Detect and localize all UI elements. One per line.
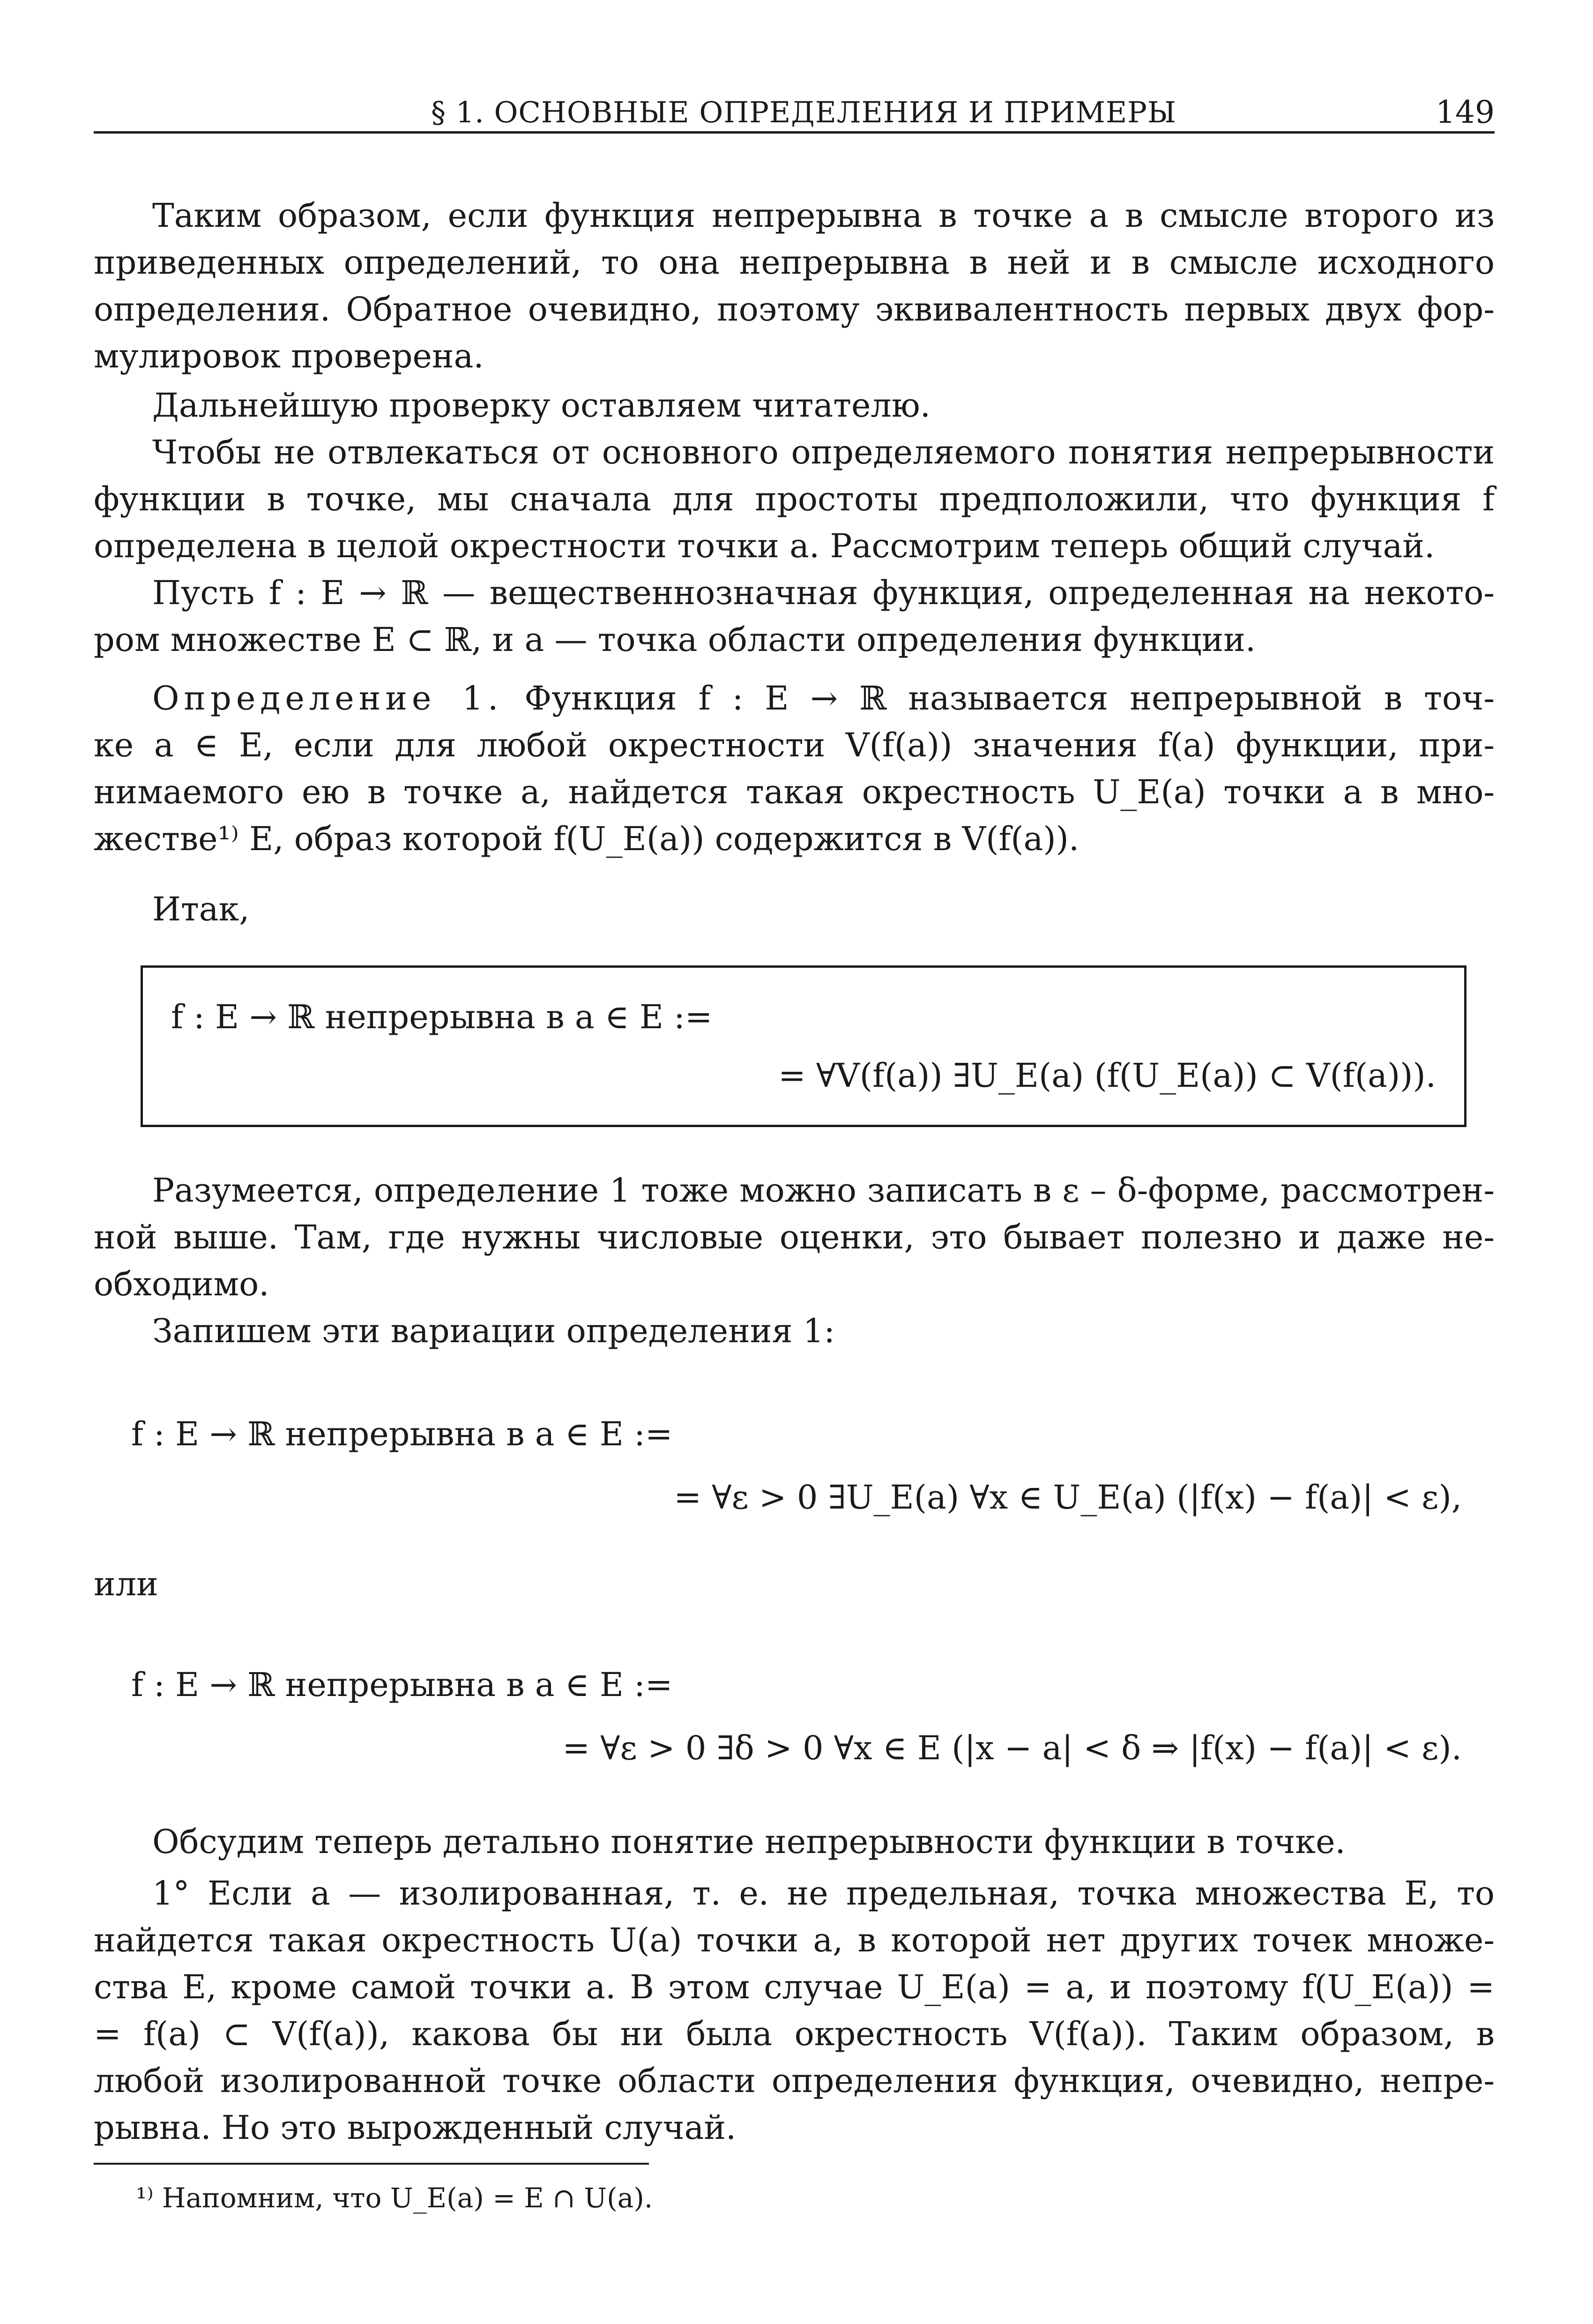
definition-first-line: [94, 675, 1495, 722]
text-line: Итак,: [152, 890, 250, 928]
text-line: приведенных определений, то она непрерывна в ней и в смысле исходного: [94, 243, 1495, 282]
text-line: 1° Если a — изолированная, т. е. не предельная, точка множества E, то: [152, 1874, 1495, 1913]
text-line: Таким образом, если функция непрерывна в точке a в смысле второго из: [152, 196, 1495, 235]
paragraph-7: [94, 1818, 1495, 1865]
text-line: ной выше. Там, где нужны числовые оценки, это бывает полезно и даже не-: [94, 1218, 1495, 1256]
section-title: § 1. ОСНОВНЫЕ ОПРЕДЕЛЕНИЯ И ПРИМЕРЫ: [431, 95, 1176, 129]
text-line: = f(a) ⊂ V(f(a)), какова бы ни была окрестность V(f(a)). Таким образом, в: [94, 2015, 1495, 2053]
running-header: [94, 80, 1495, 134]
formula-2-line-2: = ∀ε > 0 ∃U_E(a) ∀x ∈ U_E(a) (|f(x) − f(a)| < ε),: [674, 1478, 1462, 1517]
text-line: ке a ∈ E, если для любой окрестности V(f(a)) значения f(a) функции, при-: [94, 726, 1495, 764]
text-line: рывна. Но это вырожденный случай.: [94, 2108, 737, 2147]
text-line: определения. Обратное очевидно, поэтому эквивалентность первых двух фор-: [94, 290, 1495, 329]
text-line: любой изолированной точке области определения функция, очевидно, непре-: [94, 2062, 1495, 2100]
text-line: ром множестве E ⊂ ℝ, и a — точка области определения функции.: [94, 620, 1256, 659]
text-line: мулировок проверена.: [94, 337, 484, 375]
text-line: ства E, кроме самой точки a. В этом случае U_E(a) = a, и поэтому f(U_E(a)) =: [94, 1968, 1495, 2006]
formula-3-line-2: = ∀ε > 0 ∃δ > 0 ∀x ∈ E (|x − a| < δ ⇒ |f(x) − f(a)| < ε).: [562, 1729, 1462, 1767]
text-line: Чтобы не отвлекаться от основного определяемого понятия непрерывности: [152, 433, 1495, 471]
text-line: Функция f : E → ℝ называется непрерывной в точ-: [524, 679, 1495, 717]
footnote-rule: [94, 2163, 649, 2165]
text-line: жестве¹⁾ E, образ которой f(U_E(a)) содержится в V(f(a)).: [94, 820, 1079, 858]
text-line: Пусть f : E → ℝ — вещественнозначная функция, определенная на некото-: [152, 574, 1495, 612]
formula-line: = ∀V(f(a)) ∃U_E(a) (f(U_E(a)) ⊂ V(f(a))).: [778, 1056, 1436, 1095]
formula-line: f : E → ℝ непрерывна в a ∈ E :=: [171, 998, 713, 1036]
paragraph-3: [94, 429, 1495, 569]
paragraph-8: [94, 1870, 1495, 2151]
text-line: обходимо.: [94, 1265, 269, 1303]
definition-label: Определение 1.: [152, 679, 503, 717]
ili-word: или: [94, 1565, 158, 1603]
text-line: найдется такая окрестность U(a) точки a, в которой нет других точек множе-: [94, 1921, 1495, 1959]
paragraph-6: [94, 1308, 1495, 1354]
paragraph-2: [94, 382, 1495, 429]
text-line: функции в точке, мы сначала для простоты предположили, что функция f: [94, 480, 1495, 518]
text-line: Обсудим теперь детально понятие непрерывности функции в точке.: [152, 1823, 1346, 1861]
boxed-definition-formula: [141, 965, 1466, 1127]
paragraph-1: [94, 192, 1495, 380]
itak-line: [94, 886, 1495, 933]
text-line: Дальнейшую проверку оставляем читателю.: [152, 386, 931, 425]
page-number: 149: [1436, 94, 1495, 130]
paragraph-5: [94, 1167, 1495, 1308]
formula-3-line-1: f : E → ℝ непрерывна в a ∈ E :=: [131, 1666, 673, 1704]
definition-1: [94, 675, 1495, 862]
paragraph-4: [94, 569, 1495, 663]
text-line: Запишем эти вариации определения 1:: [152, 1312, 835, 1350]
formula-2-line-1: f : E → ℝ непрерывна в a ∈ E :=: [131, 1415, 673, 1453]
text-line: нимаемого ею в точке a, найдется такая окрестность U_E(a) точки a в мно-: [94, 773, 1495, 811]
text-line: Разумеется, определение 1 тоже можно записать в ε – δ-форме, рассмотрен-: [152, 1171, 1495, 1210]
footnote: ¹⁾ Напомним, что U_E(a) = E ∩ U(a).: [136, 2182, 653, 2214]
text-line: определена в целой окрестности точки a. Рассмотрим теперь общий случай.: [94, 527, 1435, 565]
